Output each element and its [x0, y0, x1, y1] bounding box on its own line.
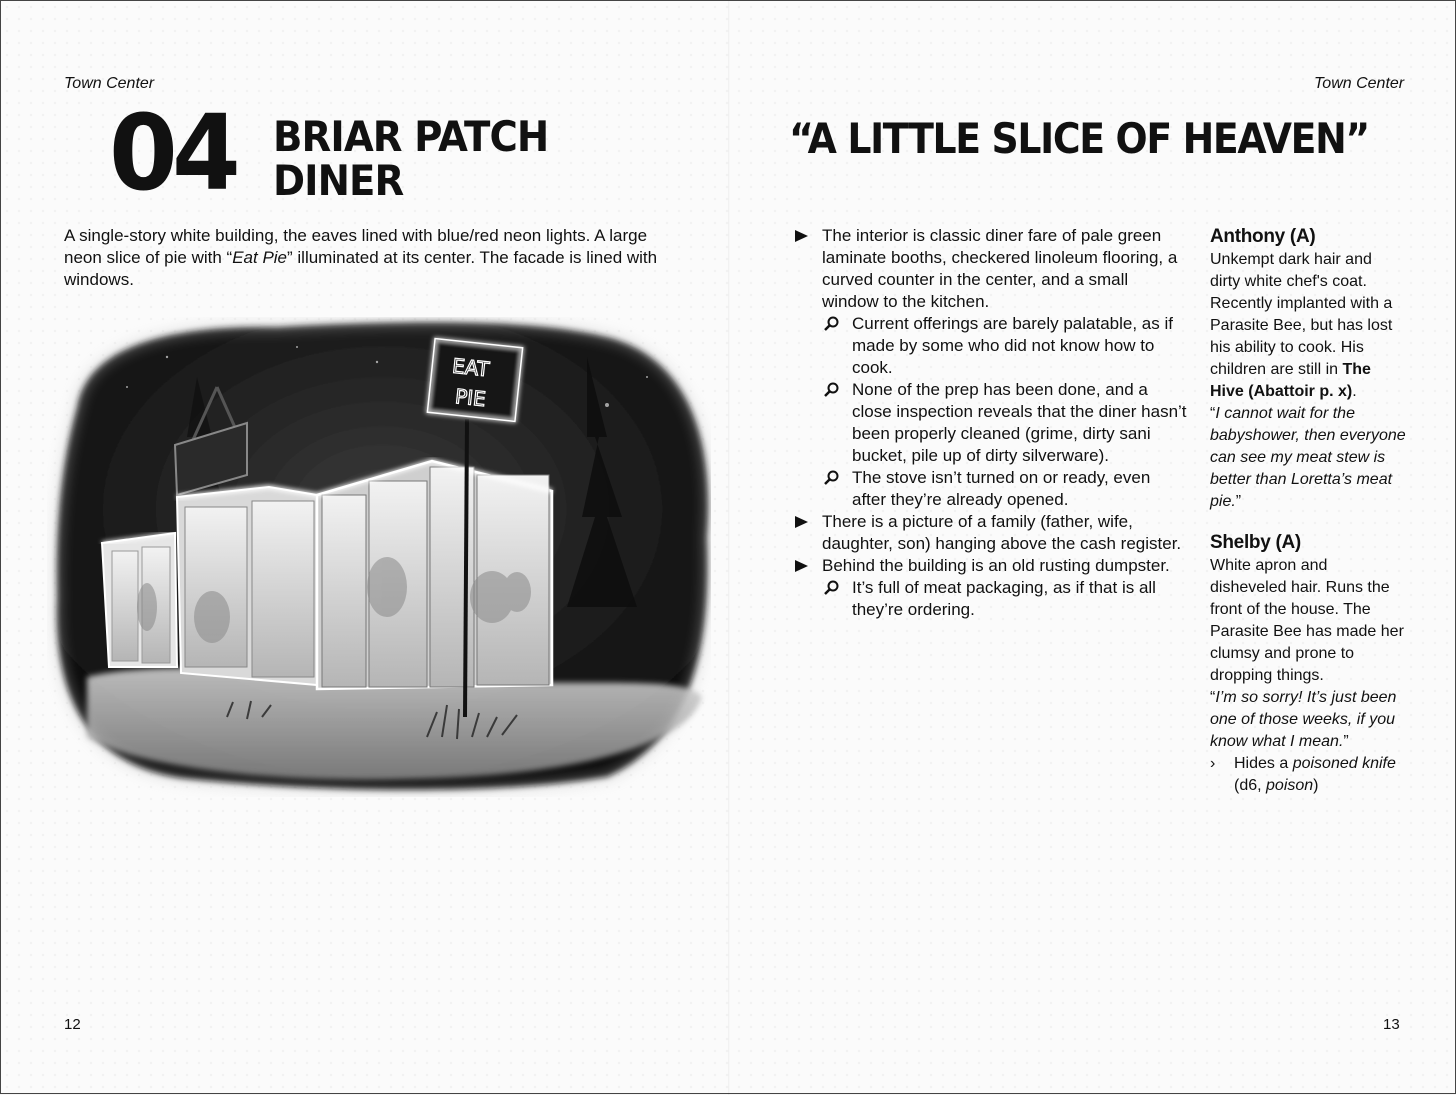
quote-close: ” — [1343, 733, 1349, 750]
list-item — [793, 511, 1189, 555]
npc-desc-text: Unkempt dark hair and dirty white chef's coat. Recently implanted with a Parasite Bee, but has lost his ability to cook. His children are still in — [1210, 251, 1393, 378]
npc-name: Anthony (A) — [1210, 226, 1316, 247]
list-sub-item — [793, 379, 1189, 467]
page-number-right: 13 — [1383, 1016, 1400, 1033]
npc-desc-end: . — [1352, 383, 1357, 400]
section-heading: “A LITTLE SLICE OF HEAVEN” — [789, 114, 1369, 163]
npc-description — [1210, 249, 1406, 403]
magnifier-icon — [823, 315, 841, 333]
intro-paragraph — [64, 225, 684, 291]
sign-eat-text: EAT — [451, 353, 491, 382]
sub-bullet-text: None of the prep has been done, and a close inspection reveals that the diner hasn’t been properly cleaned (grime, dirty sani bucket, pile up of dirty silverware). — [852, 380, 1187, 465]
triangle-bullet-icon — [793, 225, 811, 247]
npc-anthony — [1210, 225, 1406, 513]
npc-description: White apron and disheveled hair. Runs the front of the house. The Parasite Bee has made her clumsy and prone to dropping things. — [1210, 557, 1404, 684]
npc-quote — [1210, 403, 1406, 513]
bullet-text: There is a picture of a family (father, wife, daughter, son) hanging above the cash register. — [822, 512, 1182, 553]
description-list — [793, 225, 1189, 621]
intro-text-2: ” illuminated at its center. The facade is lined with windows. — [64, 248, 658, 289]
location-title — [273, 112, 549, 205]
chevron-right-icon: › — [1210, 755, 1216, 772]
intro-emphasis: Eat Pie — [232, 248, 288, 267]
magnifier-icon — [823, 381, 841, 399]
triangle-bullet-icon — [793, 555, 811, 577]
npc-name: Shelby (A) — [1210, 532, 1301, 553]
item-stats: (d6, — [1234, 777, 1267, 794]
bullet-text: Behind the building is an old rusting dumpster. — [822, 556, 1170, 575]
list-item — [793, 555, 1189, 577]
item-tag: poison — [1266, 777, 1314, 794]
item-close: ) — [1313, 777, 1319, 794]
sub-bullet-text: The stove isn’t turned on or ready, even after they’re already opened. — [852, 468, 1151, 509]
npc-item — [1210, 753, 1406, 797]
list-sub-item — [793, 467, 1189, 511]
page-number-left: 12 — [64, 1016, 81, 1033]
quote-close: ” — [1235, 493, 1242, 510]
list-sub-item — [793, 313, 1189, 379]
diner-illustration — [47, 317, 711, 797]
sub-bullet-text: Current offerings are barely palatable, as if made by some who did not know how to cook. — [852, 314, 1173, 377]
sub-bullet-text: It’s full of meat packaging, as if that is all they’re ordering. — [852, 578, 1156, 619]
npc-desc-reference: The Hive (Abattoir p. x) — [1210, 361, 1371, 400]
running-head-left: Town Center — [64, 75, 155, 92]
npc-quote — [1210, 687, 1406, 753]
item-name: poisoned knife — [1292, 755, 1396, 772]
npc-shelby — [1210, 531, 1406, 797]
list-item — [793, 225, 1189, 313]
quote-open: “ — [1210, 405, 1216, 422]
page-gutter — [728, 1, 730, 1095]
intro-text-1: A single-story white building, the eaves lined with blue/red neon lights. A large neon slice of pie with “ — [64, 226, 648, 267]
triangle-bullet-icon — [793, 511, 811, 533]
quote-text: I cannot wait for the babyshower, then everyone can see my meat stew is better than Loretta’s meat pie. — [1210, 405, 1406, 510]
list-sub-item — [793, 577, 1189, 621]
quote-open: “ — [1210, 689, 1216, 706]
quote-text: I’m so sorry! It’s just been one of those weeks, if you know what I mean. — [1210, 689, 1397, 750]
magnifier-icon — [823, 469, 841, 487]
magnifier-icon — [823, 579, 841, 597]
running-head-right: Town Center — [1314, 75, 1405, 92]
title-line-1: BRIAR PATCH — [273, 112, 549, 161]
sign-pie-text: PIE — [453, 384, 487, 412]
title-line-2: DINER — [273, 156, 404, 205]
item-text: Hides a — [1234, 755, 1293, 772]
bullet-text: The interior is classic diner fare of pale green laminate booths, checkered linoleum flooring, a curved counter in the center, and a small window to the kitchen. — [822, 226, 1178, 311]
location-number: 04 — [109, 92, 236, 214]
